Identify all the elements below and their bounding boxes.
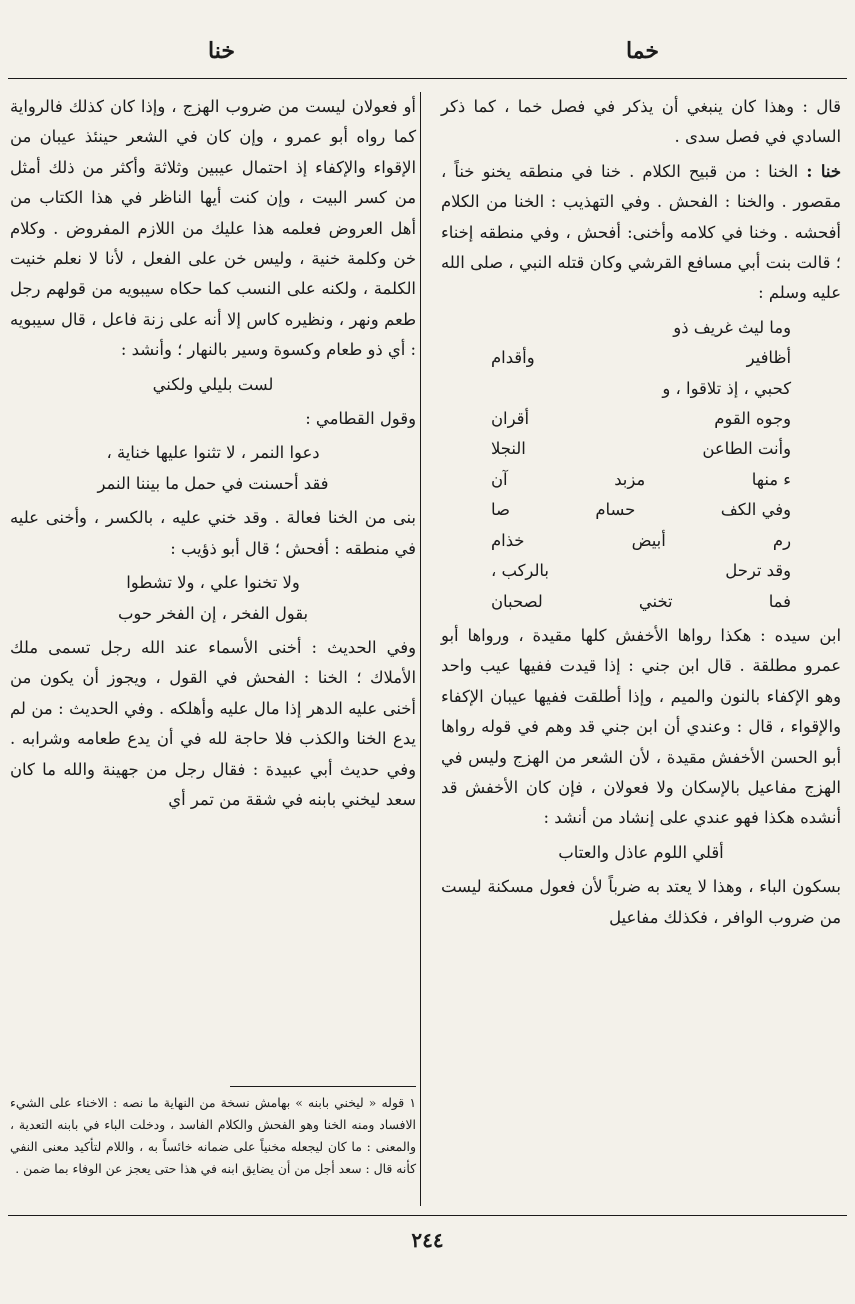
verse-line: ء منها مزبد آن xyxy=(491,469,791,489)
left-para-1: أو فعولان ليست من ضروب الهزج ، وإذا كان كذلك فالرواية كما رواه أبو عمرو ، وإن كان في الشعر حينئذ عيبان من الإقواء والإكفاء إذ احتمال عيبين وثلاثة وأكثر من ذلك أمثل من كسر البيت ، وإن كنت أيها الناظر في هذا الكتاب من أهل العروض فعلمه هذا عليك من اللازم المفروض . وكلام خن وكلمة خنية ، وليس خن على الفعل ، لأنا لا نعلم خنيت الكلمة ، ولكنه على النسب كما حكاه سيبويه من قولهم رجل طعم ونهر ، ونظيره كاس إلا أنه على زنة فاعل ، قال سيبويه : أي ذو طعام وكسوة وسير بالنهار ؛ وأنشد : xyxy=(10,97,416,360)
left-verse-2: دعوا النمر ، لا تثنوا عليها خناية ، فقد أحسنت في حمل ما بيننا النمر xyxy=(97,443,329,493)
verse-line: رم أبيض خذام xyxy=(491,530,791,550)
verse-line: وأنت الطاعن النجلا xyxy=(491,439,791,459)
verse-line: أظافير وأقدام xyxy=(491,348,791,368)
header-left-word: خنا xyxy=(208,38,235,64)
right-para-2: الخنا : من قبيح الكلام . خنا في منطقه يخنو خناً ، مقصور . والخنا : الفحش . وفي التهذيب : الخنا من الكلام أفحشه . وخنا في كلامه وأخنى: أفحش ، وفي منطقه إخناء ؛ قالت بنت أبي مسافع القرشي وكان قتله النبي ، صلى الله عليه وسلم : xyxy=(441,161,841,303)
right-para-4: بسكون الباء ، وهذا لا يعتد به ضرباً لأن فعول مسكنة ليست من ضروب الوافر ، فكذلك مفاعيل xyxy=(441,877,841,927)
verse-line: كحبي ، إذ تلاقوا ، و xyxy=(662,378,791,398)
top-rule xyxy=(8,78,847,79)
entry-headword: خنا : xyxy=(806,161,841,181)
page-number: ٢٤٤ xyxy=(411,1228,444,1252)
left-para-3: بنى من الخنا فعالة . وقد خني عليه ، بالكسر ، وأخنى عليه في منطقه : أفحش ؛ قال أبو ذؤيب : xyxy=(10,508,416,558)
poem-verses xyxy=(441,313,841,617)
verse-line: وفي الكف حسام صا xyxy=(491,500,791,520)
verse-line: وقد ترحل بالركب ، xyxy=(491,561,791,581)
footnote-rule xyxy=(230,1086,416,1087)
column-divider xyxy=(420,92,421,1206)
right-para-3: ابن سيده : هكذا رواها الأخفش كلها مقيدة ، ورواها أبو عمرو مطلقة . قال ابن جني : إذا قيدت ففيها عيب واحد وهو الإكفاء بالنون والميم ، وإذا أطلقت ففيها عيبان الإكفاء والإقواء ، قال : وعندي أن ابن جني قد وهم في قوله رواها أبو الحسن الأخفش مقيدة ، لأن الشعر من الهزج وليس في الهزج مفاعيل بالإسكان ولا فعولان ، فإن كان الأخفش قد أنشده هكذا فهو عندي على إنشاد من أنشد : xyxy=(441,625,841,828)
quoted-verse: أقلي اللوم عاذل والعتاب xyxy=(558,842,724,862)
left-para-2: وقول القطامي : xyxy=(305,409,416,429)
left-verse-1: لست بليلي ولكني xyxy=(152,374,274,394)
right-para-1: قال : وهذا كان ينبغي أن يذكر في فصل خما ، كما ذكر السادي في فصل سدى . xyxy=(441,97,841,147)
left-column xyxy=(10,92,416,819)
bottom-rule xyxy=(8,1215,847,1216)
verse-line: وجوه القوم أقران xyxy=(491,409,791,429)
footnote: ١ قوله « ليخني بابنه » بهامش نسخة من النهاية ما نصه : الاخناء على الشيء الافساد ومنه الخنا وهو الفحش والكلام الفاسد ، ودخلت الباء في بابنه التعدية ، والمعنى : ما كان ليجعله مخنياً على ضمانه خائساً به ، واللام لتأكيد معنى النفي كأنه قال : سعد أجل من أن يضايق ابنه في هذا حتى يعجز عن الوفاء بما ضمن . xyxy=(10,1095,416,1176)
header-right-word: خما xyxy=(625,38,659,64)
right-column xyxy=(441,92,841,937)
left-para-4: وفي الحديث : أخنى الأسماء عند الله رجل تسمى ملك الأملاك ؛ الخنا : الفحش في القول ، ويجوز أن يكون من أخنى عليه الدهر إذا مال عليه وأهلكه . وفي الحديث : من لم يدع الخنا والكذب فلا حاجة لله في أن يدع طعامه وشرابه . وفي حديث أبي عبيدة : فقال رجل من جهينة والله ما كان سعد ليخني بابنه في شقة من تمر أي xyxy=(10,637,416,809)
verse-line: فما تخني لصحبان xyxy=(491,591,791,611)
verse-line: وما ليث غريف ذو xyxy=(673,317,791,337)
left-verse-3: ولا تخنوا علي ، ولا تشطوا بقول الفخر ، إن الفخر حوب xyxy=(117,573,309,623)
right-entry xyxy=(441,157,841,309)
